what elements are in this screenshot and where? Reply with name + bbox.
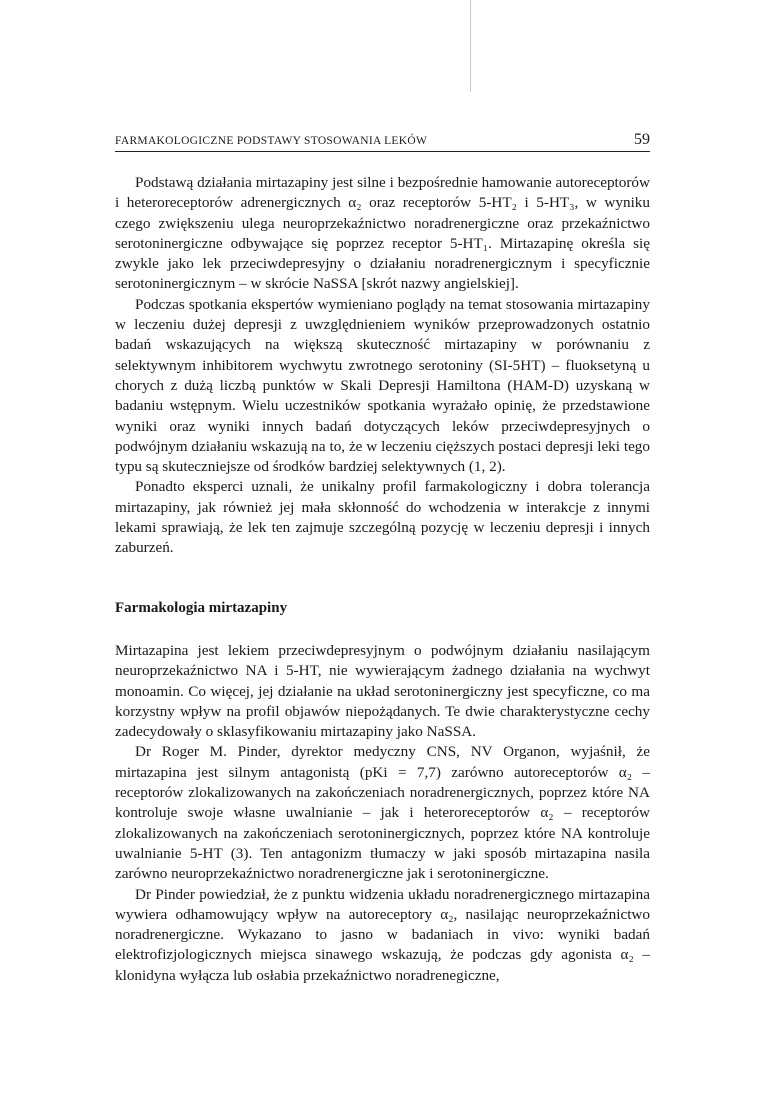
section-paragraph-1: Mirtazapina jest lekiem przeciwdepresyjnym o podwójnym działaniu nasilającym neuroprzekaźnictwo NA i 5-HT, nie wywierającym żadnego działania na wychwyt monoamin. Co więcej, jej działanie na układ serotoninergiczny jest specyficzne, co ma korzystny wpływ na profil objawów niepożądanych. Te dwie charakterystyczne cechy zadecydowały o sklasyfikowaniu mirtazapiny jako NaSSA.	[115, 641, 650, 741]
section-paragraph-2: Dr Roger M. Pinder, dyrektor medyczny CNS, NV Organon, wyjaśnił, że mirtazapina jest silnym antagonistą (pKi = 7,7) zarówno autoreceptorów α₂ – receptorów zlokalizowanych na zakończeniach noradrenergicznych, poprzez które NA kontroluje swoje własne uwalnianie – jak i heteroreceptorów α₂ – receptorów zlokalizowanych na zakończeniach serotoninergicznych, poprzez które NA kontroluje uwalnianie 5-HT (3). Ten antagonizm tłumaczy w jaki sposób mirtazapina nasila zarówno neuroprzekaźnictwo noradrenergiczne jak i serotoninergiczne.	[115, 743, 650, 883]
running-header	[115, 131, 650, 149]
section-heading: Farmakologia mirtazapiny	[115, 599, 288, 616]
gutter-line	[470, 0, 471, 92]
header-rule	[115, 151, 650, 152]
page-body	[115, 173, 650, 986]
section-paragraph-3: Dr Pinder powiedział, że z punktu widzenia układu noradrenergicznego mirtazapina wywiera odhamowujący wpływ na autoreceptory α₂, nasilając neuroprzekaźnictwo noradrenergiczne. Wykazano to jasno w badaniach in vivo: wyniki badań elektrofizjologicznych miejsca sinawego wskazują, że podczas gdy agonista α₂ – klonidyna wyłącza lub osłabia przekaźnictwo noradrenegiczne,	[115, 885, 650, 984]
intro-paragraph-3: Ponadto eksperci uznali, że unikalny profil farmakologiczny i dobra tolerancja mirtazapiny, jak również jej mała skłonność do wchodzenia w interakcje z innymi lekami sprawiają, że lek ten zajmuje szczególną pozycję w leczeniu depresji i innych zaburzeń.	[115, 478, 650, 557]
page-number: 59	[634, 131, 650, 148]
intro-paragraph-2: Podczas spotkania ekspertów wymieniano poglądy na temat stosowania mirtazapiny w leczeniu dużej depresji z uwzględnieniem wyników przeprowadzonych ostatnio badań wskazujących na większą skuteczność mirtazapiny w porównaniu z selektywnym inhibitorem wychwytu zwrotnego serotoniny (SI-5HT) – fluoksetyną u chorych z dużą liczbą punktów w Skali Depresji Hamiltona (HAM-D) uzyskaną w badaniu wstępnym. Wielu uczestników spotkania wyrażało opinię, że przedstawione wyniki oraz wyniki innych badań dotyczących leków przeciwdepresyjnych o podwójnym działaniu wskazują na to, że w leczeniu cięższych postaci depresji leki tego typu są skuteczniejsze od środków bardziej selektywnych (1, 2).	[115, 295, 650, 476]
running-title: FARMAKOLOGICZNE PODSTAWY STOSOWANIA LEKÓW	[115, 135, 428, 147]
intro-paragraph-1: Podstawą działania mirtazapiny jest silne i bezpośrednie hamowanie autoreceptorów i heteroreceptorów adrenergicznych α₂ oraz receptorów 5-HT₂ i 5-HT₃, w wyniku czego zwiększeniu ulega neuroprzekaźnictwo noradrenergiczne oraz przekaźnictwo serotoninergiczne odbywające się poprzez receptor 5-HT₁. Mirtazapinę określa się zwykle jako lek przeciwdepresyjny o działaniu noradrenergicznym i specyficznie serotoninergicznym – w skrócie NaSSA [skrót nazwy angielskiej].	[115, 174, 650, 293]
